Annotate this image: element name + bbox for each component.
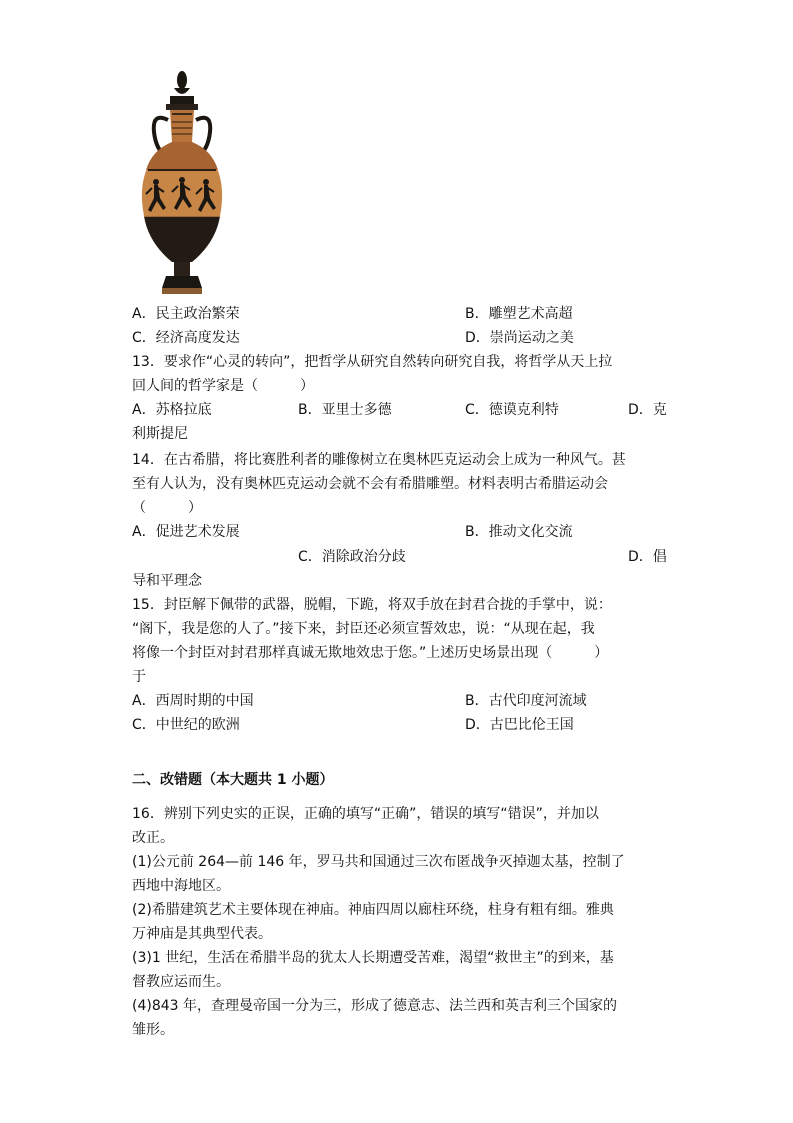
q16-stem-line2: 改正。 bbox=[132, 830, 174, 846]
q14-stem-line2: 至有人认为，没有奥林匹克运动会就不会有希腊雕塑。材料表明古希腊运动会 bbox=[132, 476, 608, 492]
q14-option-d: D．倡 bbox=[628, 549, 667, 565]
q14-option-d-wrap: 导和平理念 bbox=[132, 573, 202, 589]
q14-option-b: B．推动文化交流 bbox=[465, 524, 573, 540]
q15-stem-line3: 将像一个封臣对封君那样真诚无欺地效忠于您。”上述历史场景出现（ ） bbox=[132, 645, 609, 661]
q15-stem-line4: 于 bbox=[132, 669, 146, 685]
q14-option-a: A．促进艺术发展 bbox=[132, 524, 240, 540]
q15-option-c: C．中世纪的欧洲 bbox=[132, 717, 240, 733]
q16-item-1-line1: (1)公元前 264—前 146 年，罗马共和国通过三次布匿战争灭掉迦太基，控制了 bbox=[132, 854, 625, 870]
q12-option-a: A．民主政治繁荣 bbox=[132, 306, 240, 322]
q16-item-4-line1: (4)843 年，查理曼帝国一分为三，形成了德意志、法兰西和英吉利三个国家的 bbox=[132, 998, 618, 1014]
q16-item-3-line1: (3)1 世纪，生活在希腊半岛的犹太人长期遭受苦难，渴望“救世主”的到来，基 bbox=[132, 950, 614, 966]
q16-item-2-line2: 万神庙是其典型代表。 bbox=[132, 926, 272, 942]
q13-option-c: C．德谟克利特 bbox=[465, 402, 559, 418]
q12-option-d: D．崇尚运动之美 bbox=[465, 330, 574, 346]
q13-stem-line1: 13．要求作“心灵的转向”，把哲学从研究自然转向研究自我，将哲学从天上拉 bbox=[132, 354, 613, 370]
q16-item-2-line1: (2)希腊建筑艺术主要体现在神庙。神庙四周以廊柱环绕，柱身有粗有细。雅典 bbox=[132, 902, 614, 918]
q16-stem-line1: 16．辨别下列史实的正误，正确的填写“正确”，错误的填写“错误”，并加以 bbox=[132, 806, 599, 822]
q16-item-4-line2: 雏形。 bbox=[132, 1022, 174, 1038]
q13-option-b: B．亚里士多德 bbox=[298, 402, 392, 418]
q13-option-d: D．克 bbox=[628, 402, 667, 418]
q15-stem-line2: “阁下，我是您的人了。”接下来，封臣还必须宣誓效忠，说：“从现在起，我 bbox=[132, 621, 595, 637]
q12-option-c: C．经济高度发达 bbox=[132, 330, 240, 346]
greek-amphora-image bbox=[132, 70, 227, 300]
q14-stem-line1: 14．在古希腊，将比赛胜利者的雕像树立在奥林匹克运动会上成为一种风气。甚 bbox=[132, 452, 626, 468]
q15-option-b: B．古代印度河流域 bbox=[465, 693, 587, 709]
q13-option-d-wrap: 利斯提尼 bbox=[132, 426, 188, 442]
q15-option-a: A．西周时期的中国 bbox=[132, 693, 254, 709]
q15-option-d: D．古巴比伦王国 bbox=[465, 717, 574, 733]
q12-option-b: B．雕塑艺术高超 bbox=[465, 306, 573, 322]
q13-option-a: A．苏格拉底 bbox=[132, 402, 212, 418]
q16-item-1-line2: 西地中海地区。 bbox=[132, 878, 230, 894]
q13-stem-line2: 回人间的哲学家是（ ） bbox=[132, 378, 314, 394]
q15-stem-line1: 15．封臣解下佩带的武器，脱帽，下跪，将双手放在封君合拢的手掌中，说： bbox=[132, 597, 612, 613]
q16-item-3-line2: 督教应运而生。 bbox=[132, 974, 230, 990]
q14-option-c: C．消除政治分歧 bbox=[298, 549, 406, 565]
q14-stem-line3: （ ） bbox=[132, 500, 202, 516]
section-title: 二、改错题（本大题共 1 小题） bbox=[132, 772, 334, 788]
